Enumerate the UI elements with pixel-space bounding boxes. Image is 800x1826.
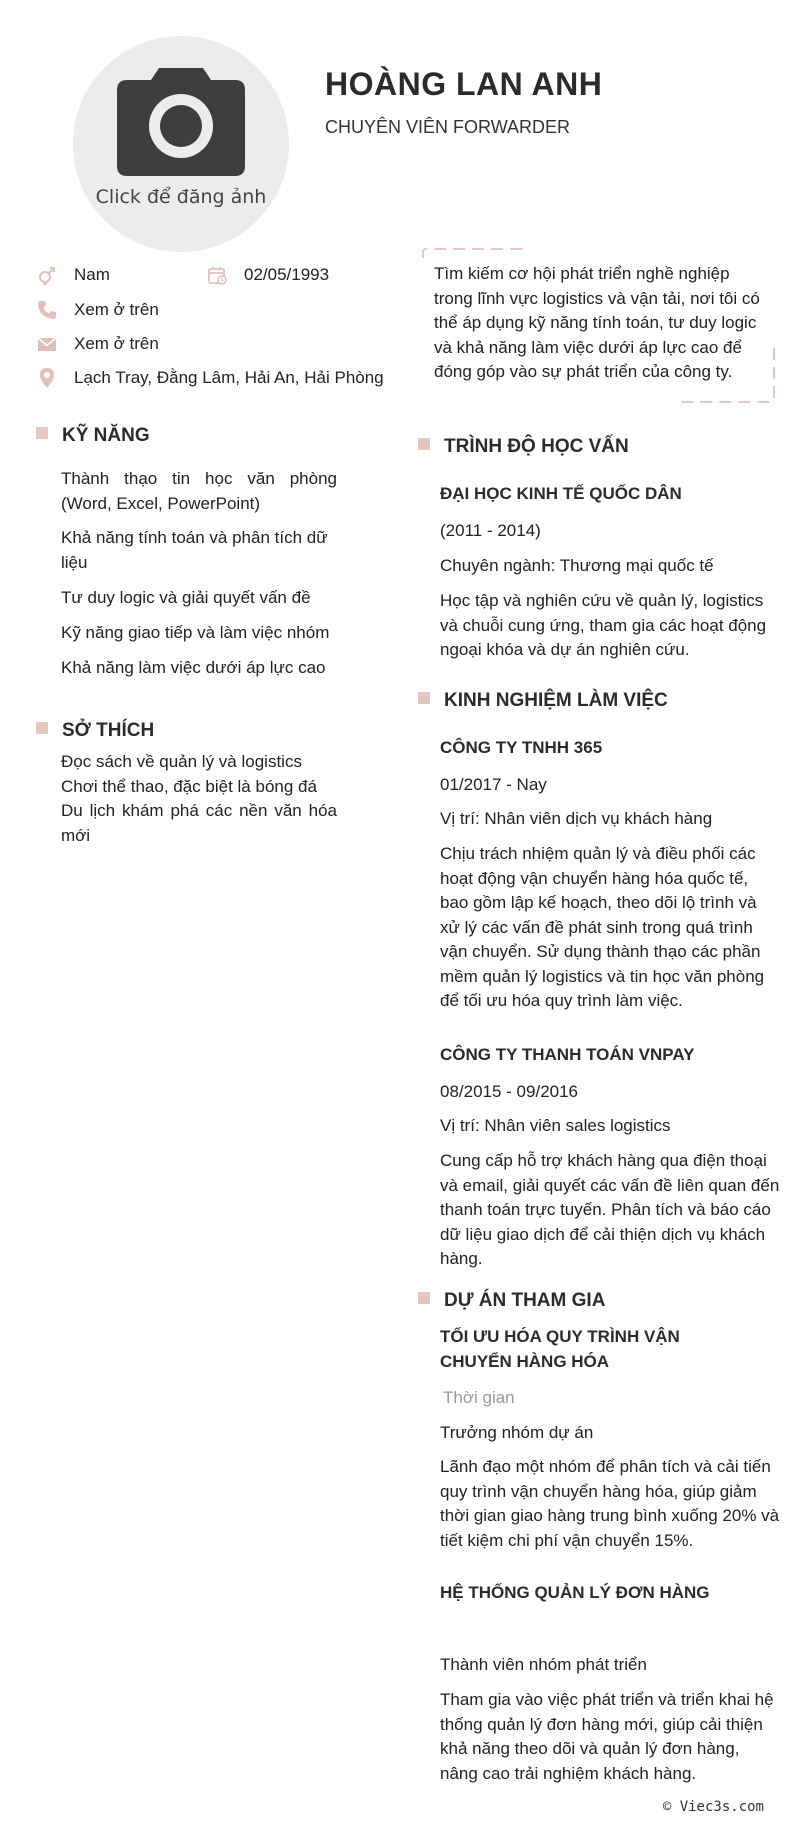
section-marker <box>36 722 48 734</box>
project-time: Thời gian <box>443 1388 515 1407</box>
education-description: Học tập và nghiên cứu về quản lý, logistics và chuỗi cung ứng, tham gia các hoạt động ngoại khóa và dự án nghiên cứu. <box>440 591 767 659</box>
email-row <box>36 333 159 355</box>
phone-value: Xem ở trên <box>74 300 159 319</box>
section-marker <box>418 1292 430 1304</box>
phone-icon <box>36 299 58 321</box>
job-position: Vị trí: Nhân viên dịch vụ khách hàng <box>440 809 713 828</box>
job-period: 08/2015 - 09/2016 <box>440 1082 579 1101</box>
education-period: (2011 - 2014) <box>440 521 541 540</box>
company-name: CÔNG TY TNHH 365 <box>440 738 603 757</box>
skill-item: Tư duy logic và giải quyết vấn đề <box>61 588 311 607</box>
project-role: Thành viên nhóm phát triển <box>440 1655 647 1674</box>
calendar-icon <box>206 264 228 286</box>
address-value: Lạch Tray, Đằng Lâm, Hải An, Hải Phòng <box>74 368 384 387</box>
job-position: Vị trí: Nhân viên sales logistics <box>440 1116 671 1135</box>
candidate-name: HOÀNG LAN ANH <box>325 66 603 102</box>
project-description: Lãnh đạo một nhóm để phân tích và cải tiến quy trình vận chuyển hàng hóa, giúp giảm thời gian giao hàng trung bình xuống 20% và tiết kiệm chi phí vận chuyển 15%. <box>440 1457 780 1550</box>
company-name: CÔNG TY THANH TOÁN VNPAY <box>440 1045 695 1064</box>
avatar-upload[interactable] <box>73 36 289 252</box>
email-icon <box>36 333 58 355</box>
objective-text: Tìm kiếm cơ hội phát triển nghề nghiệp trong lĩnh vực logistics và vận tải, nơi tôi có thể áp dụng kỹ năng tính toán, tư duy logic và khả năng làm việc dưới áp lực cao để đóng góp vào sự phát triển của công ty. <box>434 264 760 381</box>
candidate-job-title: CHUYÊN VIÊN FORWARDER <box>325 117 571 137</box>
avatar-upload-label: Click để đăng ảnh <box>95 186 267 208</box>
skill-item: Khả năng tính toán và phân tích dữ liệu <box>61 528 328 572</box>
job-period: 01/2017 - Nay <box>440 775 547 794</box>
gender-icon <box>36 264 58 286</box>
experience-section-title: KINH NGHIỆM LÀM VIỆC <box>418 690 668 712</box>
hobbies-section-title: SỞ THÍCH <box>36 720 154 742</box>
email-value: Xem ở trên <box>74 334 159 353</box>
job-description: Chịu trách nhiệm quản lý và điều phối các hoạt động vận chuyển hàng hóa quốc tế, bao gồm lập kế hoạch, theo dõi lộ trình và xử lý các vấn đề phát sinh trong quá trình vận chuyển. Sử dụng thành thạo các phần mềm quản lý logistics và tin học văn phòng để tối ưu hóa quy trình làm việc. <box>440 844 765 1010</box>
address-row <box>36 367 384 389</box>
career-objective <box>418 248 776 402</box>
section-marker <box>418 692 430 704</box>
skill-item: Thành thạo tin học văn phòng (Word, Excel, PowerPoint) <box>61 469 337 513</box>
watermark: © Viec3s.com <box>662 1799 764 1815</box>
project-role: Trưởng nhóm dự án <box>440 1423 594 1442</box>
hobby-item: Du lịch khám phá các nền văn hóa mới <box>61 801 337 845</box>
education-major: Chuyên ngành: Thương mại quốc tế <box>440 556 714 575</box>
gender-value: Nam <box>74 265 110 284</box>
projects-section-title: DỰ ÁN THAM GIA <box>418 1290 605 1312</box>
camera-icon <box>115 66 247 178</box>
job-description: Cung cấp hỗ trợ khách hàng qua điện thoại và email, giải quyết các vấn đề liên quan đến thanh toán trực tuyến. Phân tích và báo cáo dữ liệu giao dịch để cải thiện dịch vụ khách hàng. <box>440 1151 780 1268</box>
gender-row <box>36 264 110 286</box>
project-name: HỆ THỐNG QUẢN LÝ ĐƠN HÀNG <box>440 1583 710 1602</box>
skill-item: Kỹ năng giao tiếp và làm việc nhóm <box>61 623 330 642</box>
section-marker <box>418 438 430 450</box>
project-name: TỐI ƯU HÓA QUY TRÌNH VẬN CHUYỂN HÀNG HÓA <box>440 1327 680 1371</box>
phone-row <box>36 299 159 321</box>
hobby-item: Đọc sách về quản lý và logistics <box>61 752 302 771</box>
birthday-value: 02/05/1993 <box>244 265 330 284</box>
section-marker <box>36 427 48 439</box>
birthday-row <box>206 264 329 286</box>
skills-section-title: KỸ NĂNG <box>36 425 150 447</box>
project-description: Tham gia vào việc phát triển và triển khai hệ thống quản lý đơn hàng mới, giúp cải thiện khả năng theo dõi và quản lý đơn hàng, nâng cao trải nghiệm khách hàng. <box>440 1690 774 1783</box>
hobby-item: Chơi thể thao, đặc biệt là bóng đá <box>61 777 317 796</box>
education-section-title: TRÌNH ĐỘ HỌC VẤN <box>418 436 629 458</box>
location-pin-icon <box>36 367 58 389</box>
skill-item: Khả năng làm việc dưới áp lực cao <box>61 658 326 677</box>
school-name: ĐẠI HỌC KINH TẾ QUỐC DÂN <box>440 484 682 503</box>
